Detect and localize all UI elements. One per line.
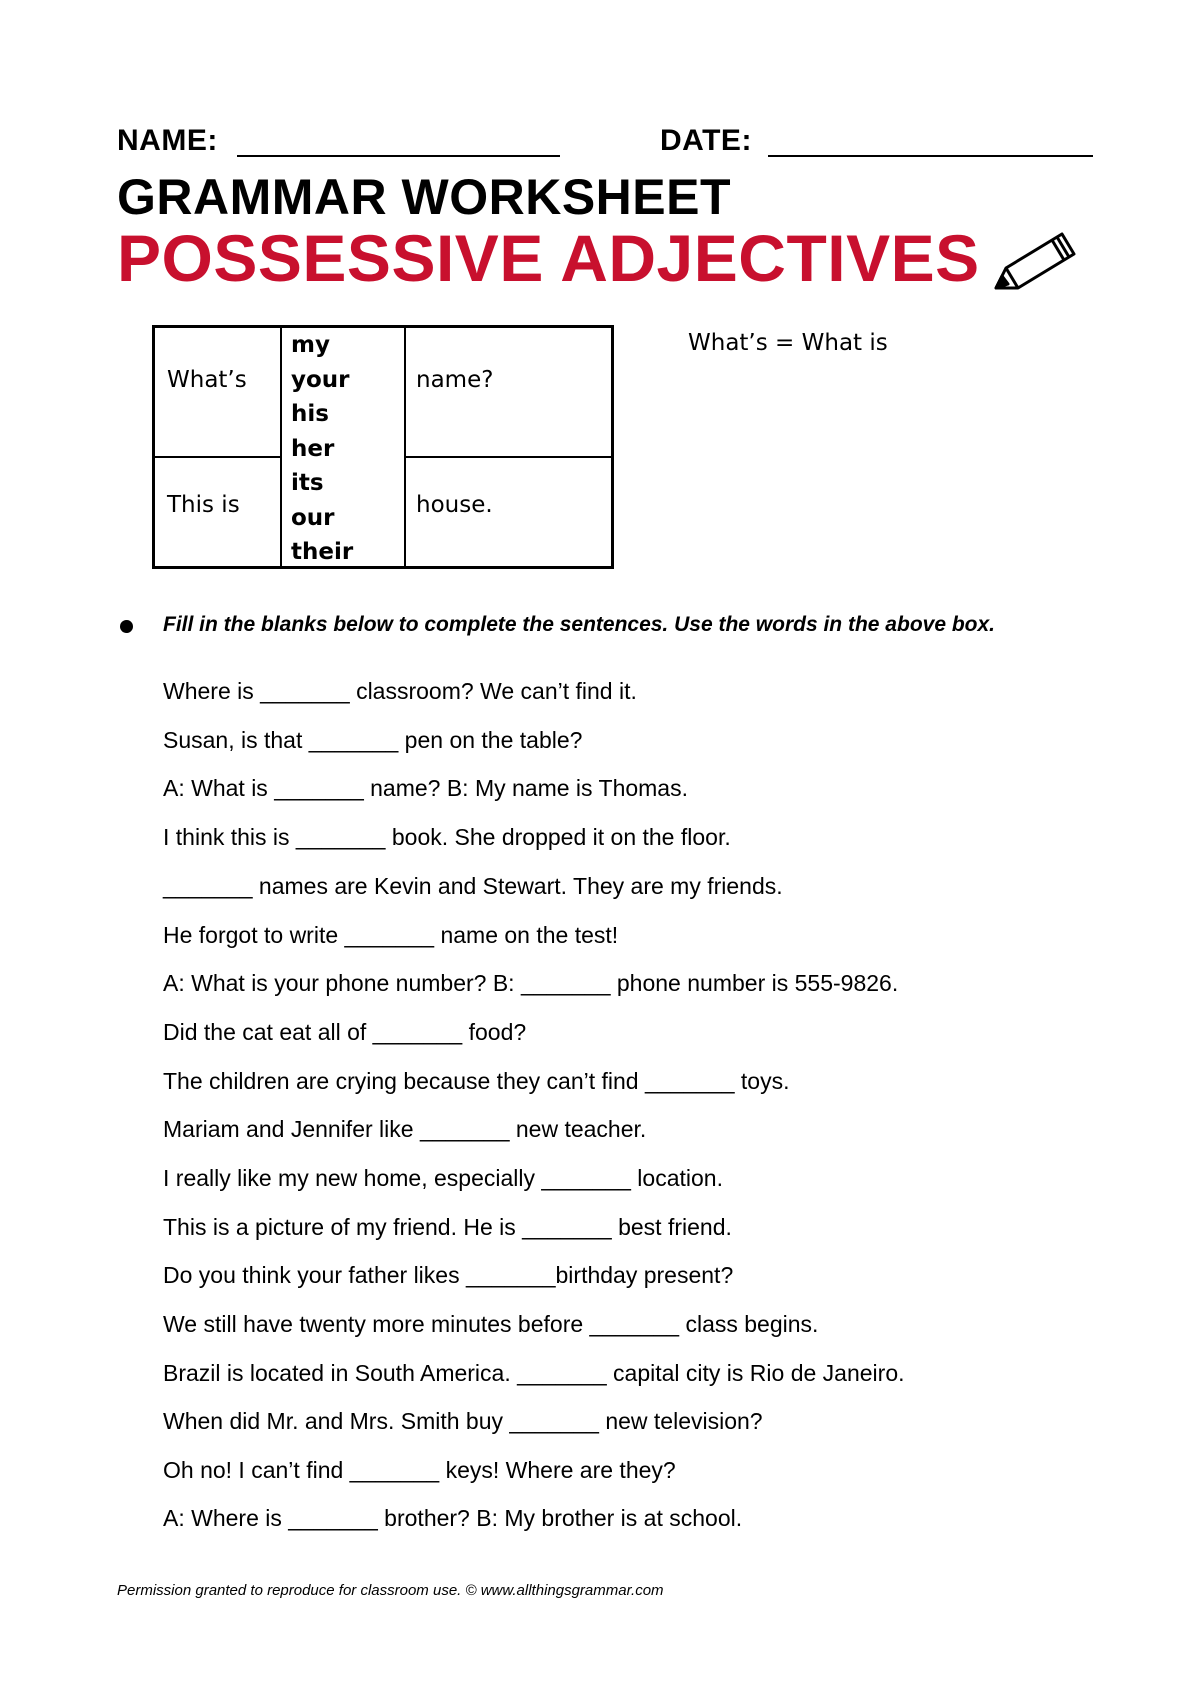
- question-text: Where is _______ classroom? We can’t find it.: [163, 678, 637, 704]
- question-text: I really like my new home, especially _______ location.: [163, 1165, 723, 1191]
- question-text: Brazil is located in South America. _______ capital city is Rio de Janeiro.: [163, 1360, 905, 1386]
- pronoun-item: your: [291, 366, 350, 393]
- question-text: Susan, is that _______ pen on the table?: [163, 727, 583, 753]
- date-field[interactable]: [768, 155, 1093, 157]
- question-text: I think this is _______ book. She dropped it on the floor.: [163, 824, 731, 850]
- table-cell-row1-end: name?: [416, 367, 494, 393]
- question-text: This is a picture of my friend. He is _______ best friend.: [163, 1214, 732, 1240]
- name-field[interactable]: [237, 155, 560, 157]
- name-label: NAME:: [117, 124, 218, 157]
- question-text: Mariam and Jennifer like _______ new teacher.: [163, 1116, 647, 1142]
- pronoun-item: their: [291, 539, 354, 565]
- word-table: [152, 325, 614, 569]
- table-divider: [280, 328, 282, 566]
- instruction-text: Fill in the blanks below to complete the sentences. Use the words in the above box.: [163, 613, 996, 636]
- question-text: He forgot to write _______ name on the test!: [163, 922, 619, 948]
- question-text: Do you think your father likes _______birthday present?: [163, 1262, 734, 1288]
- footer-permission: Permission granted to reproduce for classroom use. © www.allthingsgrammar.com: [117, 1582, 664, 1599]
- question-text: A: Where is _______ brother? B: My brother is at school.: [163, 1505, 743, 1531]
- worksheet-title: GRAMMAR WORKSHEET: [117, 169, 732, 225]
- pronoun-list: [291, 328, 401, 566]
- pronoun-item: his: [291, 401, 329, 427]
- table-divider: [404, 328, 406, 566]
- question-text: _______ names are Kevin and Stewart. They are my friends.: [163, 873, 783, 899]
- question-text: The children are crying because they can’t find _______ toys.: [163, 1068, 790, 1094]
- table-cell-row2-end: house.: [416, 492, 493, 518]
- question-text: A: What is your phone number? B: _______ phone number is 555-9826.: [163, 970, 899, 996]
- bullet-icon: [120, 620, 133, 633]
- table-cell-row2-start: This is: [167, 492, 240, 518]
- question-text: We still have twenty more minutes before _______ class begins.: [163, 1311, 819, 1337]
- table-divider: [404, 456, 612, 458]
- pronoun-item: our: [291, 504, 335, 531]
- question-text: When did Mr. and Mrs. Smith buy _______ new television?: [163, 1408, 763, 1434]
- question-text: Did the cat eat all of _______ food?: [163, 1019, 527, 1045]
- question-text: Oh no! I can’t find _______ keys! Where are they?: [163, 1457, 676, 1483]
- question-text: A: What is _______ name? B: My name is Thomas.: [163, 775, 688, 801]
- table-divider: [155, 456, 280, 458]
- pronoun-item: its: [291, 470, 324, 496]
- pronoun-item: my: [291, 332, 330, 358]
- date-label: DATE:: [660, 124, 752, 157]
- contraction-note: What’s = What is: [688, 330, 888, 356]
- worksheet-subtitle: POSSESSIVE ADJECTIVES: [117, 221, 980, 295]
- pencil-icon: [992, 226, 1082, 296]
- pronoun-item: her: [291, 435, 335, 462]
- table-cell-row1-start: What’s: [167, 367, 247, 393]
